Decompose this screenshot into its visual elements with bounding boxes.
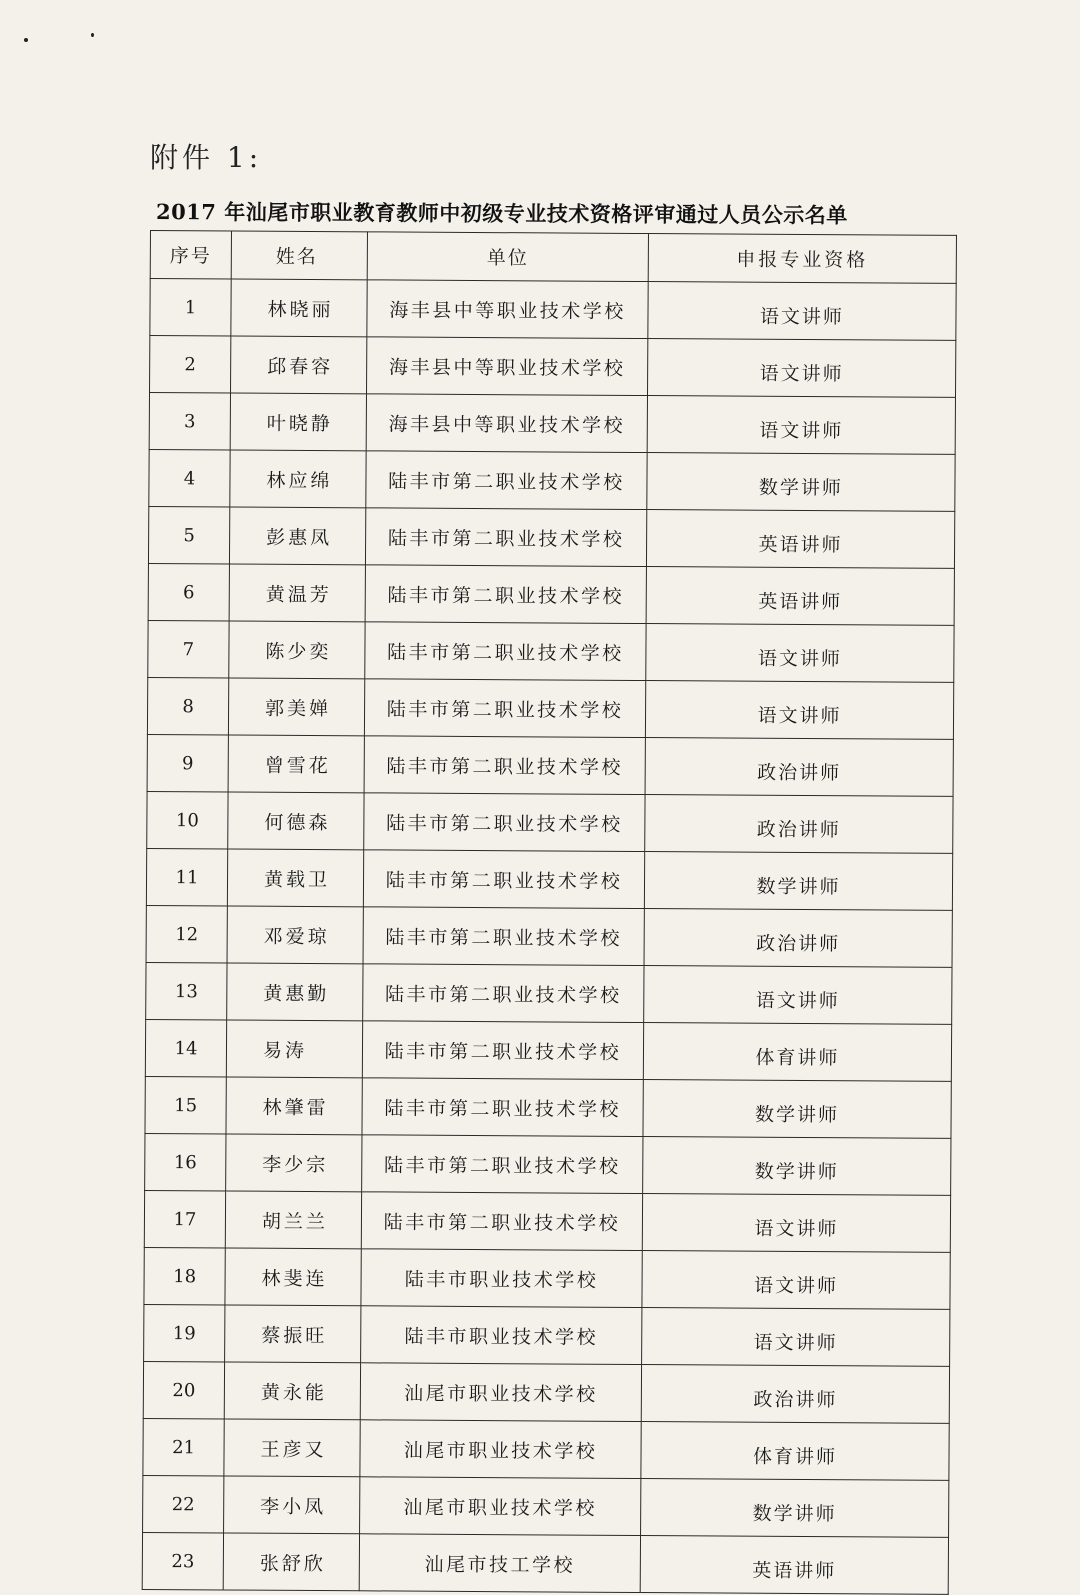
work-unit: 汕尾市技工学校 xyxy=(359,1534,640,1593)
qualification: 数学讲师 xyxy=(647,453,955,512)
qualification: 语文讲师 xyxy=(645,681,953,740)
table-row xyxy=(149,393,955,455)
qualification: 语文讲师 xyxy=(648,282,956,341)
person-name: 彭惠凤 xyxy=(229,507,365,565)
table-row xyxy=(147,791,953,853)
row-index: 22 xyxy=(143,1475,224,1532)
work-unit: 汕尾市职业技术学校 xyxy=(360,1420,641,1479)
row-index: 3 xyxy=(149,393,230,450)
work-unit: 陆丰市第二职业技术学校 xyxy=(361,1192,642,1251)
row-index: 11 xyxy=(146,848,227,905)
qualification: 英语讲师 xyxy=(646,510,954,569)
qualification: 数学讲师 xyxy=(643,1080,951,1139)
person-name: 李少宗 xyxy=(226,1134,362,1192)
person-name: 王彦又 xyxy=(224,1419,360,1477)
table-row xyxy=(146,905,952,967)
row-index: 20 xyxy=(143,1361,224,1418)
qualification: 数学讲师 xyxy=(643,1137,951,1196)
row-index: 21 xyxy=(143,1418,224,1475)
roster-table xyxy=(142,230,957,1595)
scan-speck xyxy=(91,33,94,37)
person-name: 曾雪花 xyxy=(228,735,364,793)
table-row xyxy=(144,1190,950,1252)
work-unit: 陆丰市第二职业技术学校 xyxy=(365,565,646,624)
work-unit: 汕尾市职业技术学校 xyxy=(360,1477,641,1536)
row-index: 18 xyxy=(144,1247,225,1304)
column-header-name: 姓名 xyxy=(231,231,367,280)
work-unit: 海丰县中等职业技术学校 xyxy=(366,394,647,453)
row-index: 16 xyxy=(145,1133,226,1190)
work-unit: 陆丰市第二职业技术学校 xyxy=(362,1135,643,1194)
person-name: 张舒欣 xyxy=(223,1533,359,1591)
person-name: 林应绵 xyxy=(230,450,366,508)
row-index: 23 xyxy=(142,1532,223,1589)
qualification: 语文讲师 xyxy=(642,1194,950,1253)
qualification: 语文讲师 xyxy=(644,966,952,1025)
person-name: 郭美婵 xyxy=(228,678,364,736)
qualification: 语文讲师 xyxy=(642,1251,950,1310)
attachment-label: 附件 1: xyxy=(150,141,263,174)
table-body xyxy=(142,279,956,1595)
row-index: 6 xyxy=(148,563,229,620)
table-row xyxy=(148,620,954,682)
table-row xyxy=(149,449,955,511)
qualification: 英语讲师 xyxy=(640,1536,948,1595)
row-index: 7 xyxy=(148,620,229,677)
column-header-qualification: 申报专业资格 xyxy=(648,234,956,284)
person-name: 林斐连 xyxy=(225,1248,361,1306)
person-name: 黄温芳 xyxy=(229,564,365,622)
work-unit: 陆丰市第二职业技术学校 xyxy=(364,736,645,795)
person-name: 叶晓静 xyxy=(230,393,366,451)
table-row xyxy=(142,1532,948,1594)
work-unit: 陆丰市第二职业技术学校 xyxy=(363,964,644,1023)
qualification: 语文讲师 xyxy=(646,624,954,683)
table-row xyxy=(145,1019,951,1081)
table-row xyxy=(147,677,953,739)
qualification: 英语讲师 xyxy=(646,567,954,626)
document-title: 2017 年汕尾市职业教育教师中初级专业技术资格评审通过人员公示名单 xyxy=(155,199,848,228)
table-row xyxy=(143,1418,949,1480)
column-header-unit: 单位 xyxy=(367,232,648,282)
person-name: 邱春容 xyxy=(231,336,367,394)
table-row xyxy=(147,734,953,796)
person-name: 陈少奕 xyxy=(229,621,365,679)
person-name: 林晓丽 xyxy=(231,279,367,337)
qualification: 语文讲师 xyxy=(647,396,955,455)
qualification: 数学讲师 xyxy=(641,1479,949,1538)
qualification: 政治讲师 xyxy=(645,795,953,854)
person-name: 易涛 xyxy=(226,1020,362,1078)
person-name: 黄载卫 xyxy=(227,849,363,907)
table-row xyxy=(144,1247,950,1309)
roster-table-container xyxy=(142,230,956,1595)
qualification: 数学讲师 xyxy=(644,852,952,911)
table-row xyxy=(150,279,956,341)
table-row xyxy=(148,563,954,625)
qualification: 语文讲师 xyxy=(642,1308,950,1367)
column-header-index: 序号 xyxy=(150,231,231,279)
qualification: 体育讲师 xyxy=(643,1023,951,1082)
row-index: 2 xyxy=(150,336,231,393)
table-row xyxy=(145,1076,951,1138)
work-unit: 陆丰市职业技术学校 xyxy=(361,1306,642,1365)
work-unit: 海丰县中等职业技术学校 xyxy=(367,337,648,396)
table-row xyxy=(144,1304,950,1366)
person-name: 林肇雷 xyxy=(226,1077,362,1135)
work-unit: 陆丰市第二职业技术学校 xyxy=(363,850,644,909)
qualification: 政治讲师 xyxy=(641,1365,949,1424)
work-unit: 陆丰市第二职业技术学校 xyxy=(364,679,645,738)
person-name: 邓爱琼 xyxy=(227,906,363,964)
table-row xyxy=(148,506,954,568)
work-unit: 陆丰市职业技术学校 xyxy=(361,1249,642,1308)
work-unit: 陆丰市第二职业技术学校 xyxy=(363,907,644,966)
qualification: 政治讲师 xyxy=(645,738,953,797)
row-index: 9 xyxy=(147,734,228,791)
row-index: 14 xyxy=(145,1019,226,1076)
row-index: 12 xyxy=(146,905,227,962)
table-row xyxy=(145,1133,951,1195)
table-row xyxy=(146,962,952,1024)
row-index: 17 xyxy=(144,1190,225,1247)
person-name: 李小凤 xyxy=(224,1476,360,1534)
row-index: 10 xyxy=(147,791,228,848)
work-unit: 汕尾市职业技术学校 xyxy=(360,1363,641,1422)
work-unit: 陆丰市第二职业技术学校 xyxy=(362,1021,643,1080)
work-unit: 海丰县中等职业技术学校 xyxy=(367,280,648,339)
work-unit: 陆丰市第二职业技术学校 xyxy=(365,508,646,567)
person-name: 黄永能 xyxy=(224,1362,360,1420)
work-unit: 陆丰市第二职业技术学校 xyxy=(362,1078,643,1137)
work-unit: 陆丰市第二职业技术学校 xyxy=(364,793,645,852)
row-index: 15 xyxy=(145,1076,226,1133)
person-name: 蔡振旺 xyxy=(225,1305,361,1363)
row-index: 13 xyxy=(146,962,227,1019)
row-index: 1 xyxy=(150,279,231,336)
person-name: 何德森 xyxy=(228,792,364,850)
table-header-row xyxy=(150,231,956,284)
table-row xyxy=(146,848,952,910)
row-index: 5 xyxy=(148,506,229,563)
scan-speck xyxy=(24,38,28,42)
table-row xyxy=(143,1475,949,1537)
work-unit: 陆丰市第二职业技术学校 xyxy=(366,451,647,510)
qualification: 体育讲师 xyxy=(641,1422,949,1481)
row-index: 8 xyxy=(147,677,228,734)
work-unit: 陆丰市第二职业技术学校 xyxy=(365,622,646,681)
person-name: 胡兰兰 xyxy=(225,1191,361,1249)
table-row xyxy=(143,1361,949,1423)
person-name: 黄惠勤 xyxy=(227,963,363,1021)
qualification: 政治讲师 xyxy=(644,909,952,968)
table-row xyxy=(150,336,956,398)
row-index: 19 xyxy=(144,1304,225,1361)
qualification: 语文讲师 xyxy=(647,339,955,398)
row-index: 4 xyxy=(149,449,230,506)
